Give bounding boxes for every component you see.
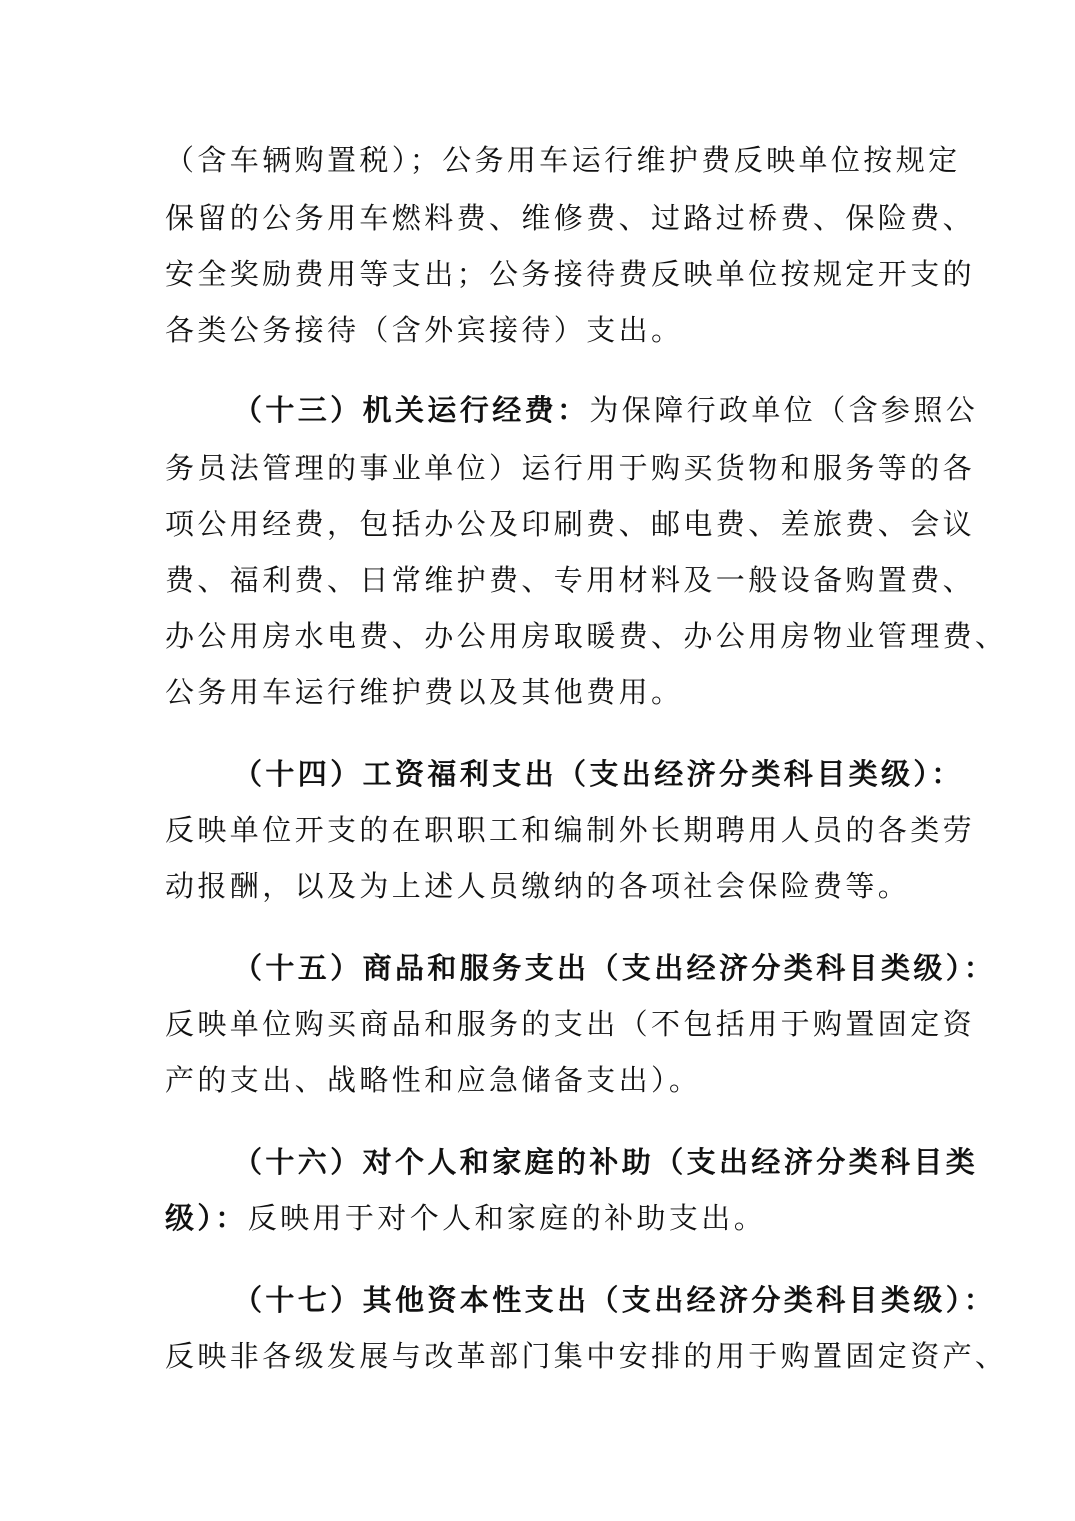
section-heading: （十三）机关运行经费： <box>233 393 590 427</box>
section-heading: （十六）对个人和家庭的补助（支出经济分类科目类 <box>233 1145 979 1179</box>
paragraph-line: 公务用车运行维护费以及其他费用。 <box>165 675 684 709</box>
section-heading-continuation: 级）： <box>165 1201 248 1235</box>
paragraph-line: 各类公务接待（含外宾接待）支出。 <box>165 313 684 347</box>
section-heading: （十五）商品和服务支出（支出经济分类科目类级）： <box>233 951 997 985</box>
paragraph-first-line <box>233 392 978 428</box>
paragraph-line: 安全奖励费用等支出；公务接待费反映单位按规定开支的 <box>165 257 976 291</box>
paragraph-text: 为保障行政单位（含参照公 <box>589 393 979 427</box>
paragraph-line: 反映单位开支的在职职工和编制外长期聘用人员的各类劳 <box>165 813 976 847</box>
paragraph-line: 动报酬，以及为上述人员缴纳的各项社会保险费等。 <box>165 869 911 903</box>
paragraph-line: 务员法管理的事业单位）运行用于购买货物和服务等的各 <box>165 451 976 485</box>
paragraph-line: 反映非各级发展与改革部门集中安排的用于购置固定资产、 <box>165 1339 1008 1373</box>
section-heading: （十七）其他资本性支出（支出经济分类科目类级）： <box>233 1283 997 1317</box>
paragraph-line: 办公用房水电费、办公用房取暖费、办公用房物业管理费、 <box>165 619 1008 653</box>
paragraph-line: 反映单位购买商品和服务的支出（不包括用于购置固定资 <box>165 1007 976 1041</box>
section-heading: （十四）工资福利支出（支出经济分类科目类级）： <box>233 757 964 791</box>
paragraph-line: （含车辆购置税）；公务用车运行维护费反映单位按规定 <box>165 143 961 177</box>
paragraph-line <box>165 1200 766 1236</box>
paragraph-line: 项公用经费，包括办公及印刷费、邮电费、差旅费、会议 <box>165 507 976 541</box>
paragraph-line: 费、福利费、日常维护费、专用材料及一般设备购置费、 <box>165 563 976 597</box>
paragraph-text: 反映用于对个人和家庭的补助支出。 <box>247 1201 767 1235</box>
paragraph-line: 保留的公务用车燃料费、维修费、过路过桥费、保险费、 <box>165 201 976 235</box>
paragraph-line: 产的支出、战略性和应急储备支出）。 <box>165 1063 702 1097</box>
